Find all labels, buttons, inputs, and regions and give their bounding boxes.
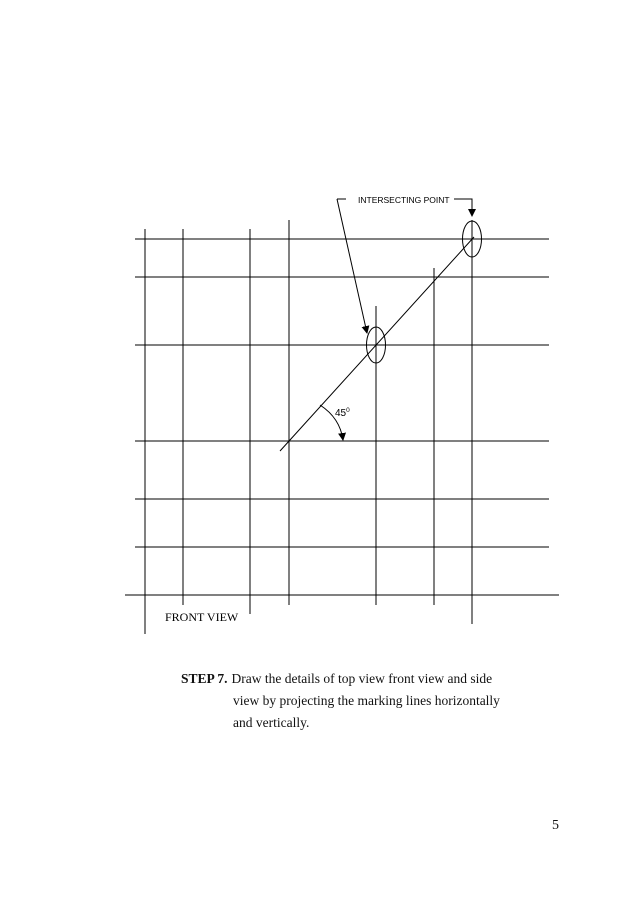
intersecting-point-label: INTERSECTING POINT <box>358 195 450 205</box>
angle-label <box>335 407 350 419</box>
leader-right <box>454 199 472 216</box>
step-line-3: and vertically. <box>233 715 310 730</box>
leader-left <box>337 199 367 333</box>
page-number: 5 <box>552 818 559 833</box>
miter-line-45 <box>280 237 474 451</box>
step-line-1 <box>181 668 561 690</box>
front-view-label: FRONT VIEW <box>165 610 239 624</box>
step-text-1: Draw the details of top view front view and side <box>231 671 493 686</box>
step-7-instruction <box>181 668 561 734</box>
step-label: STEP 7. <box>181 671 228 686</box>
angle-degree-sup: 0 <box>346 407 350 414</box>
step-line-2: view by projecting the marking lines horizontally <box>233 693 500 708</box>
angle-value: 45 <box>335 408 347 419</box>
